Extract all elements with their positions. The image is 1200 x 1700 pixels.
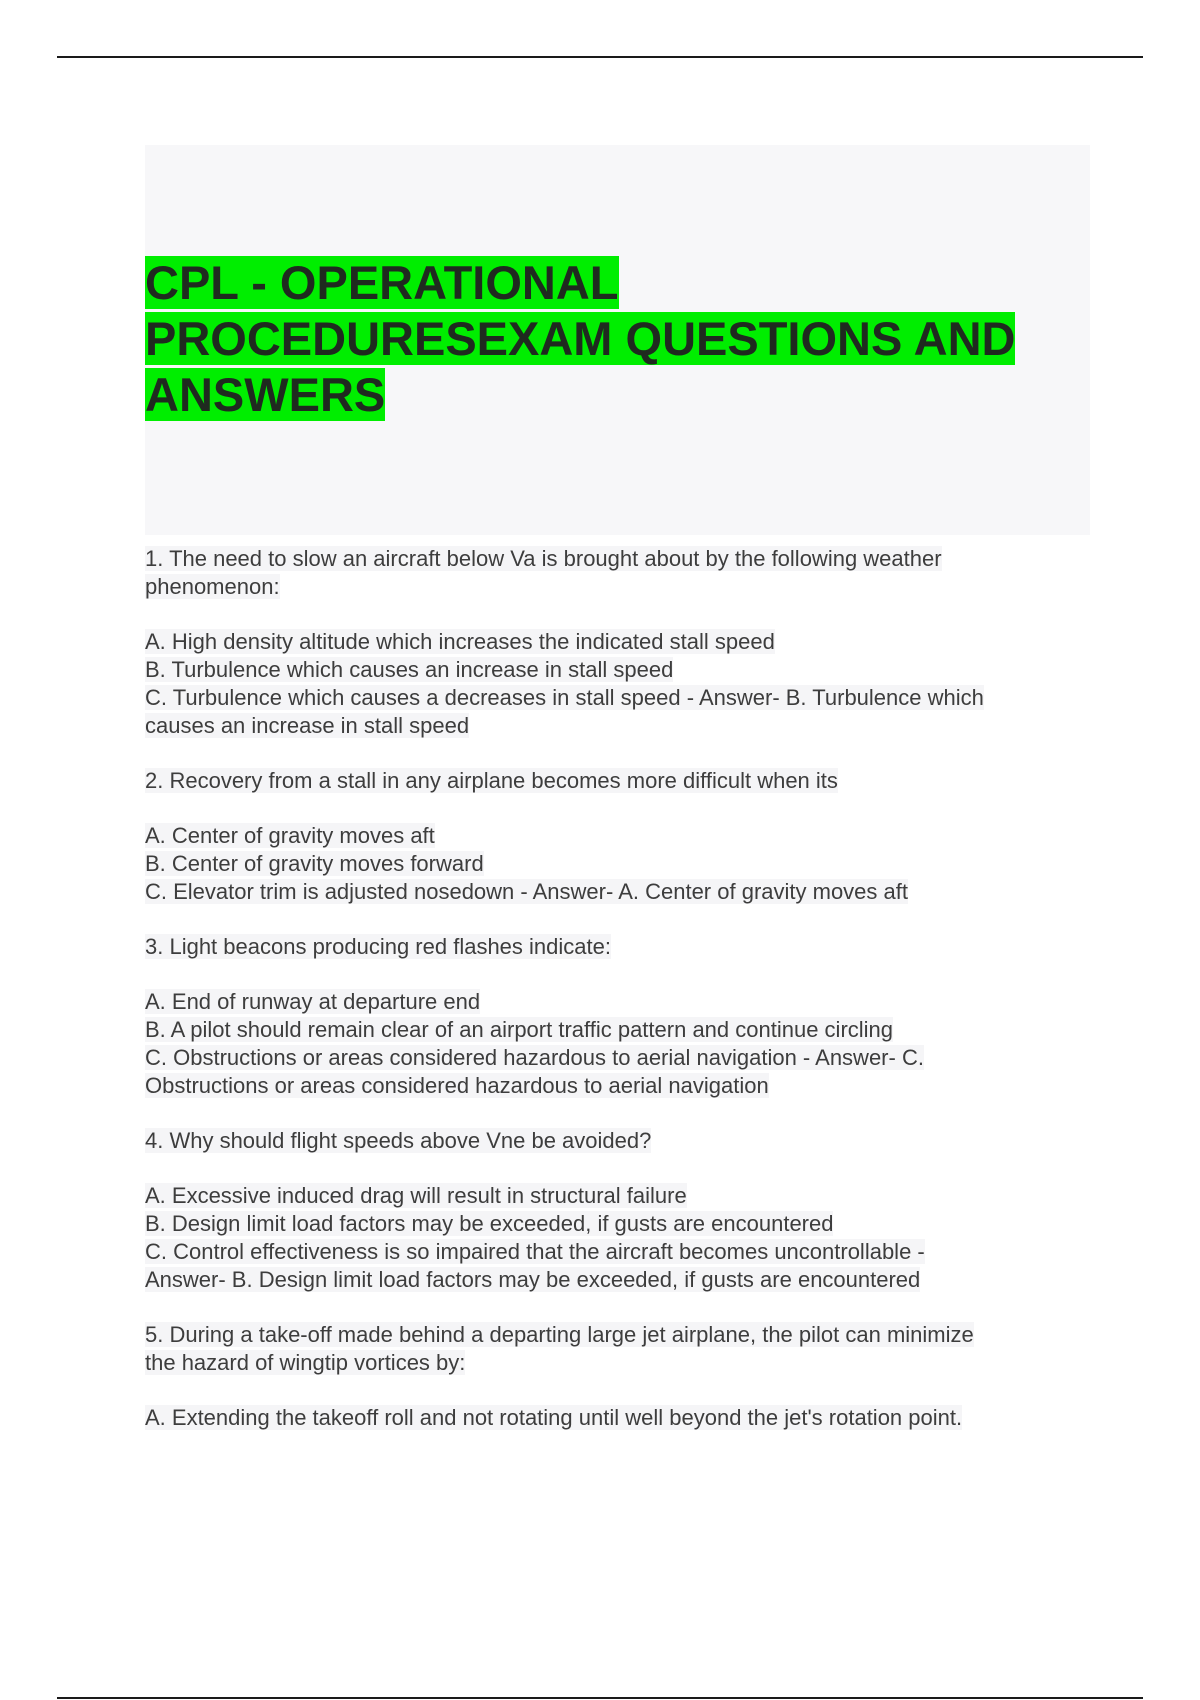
option-line: B. A pilot should remain clear of an airport traffic pattern and continue circling bbox=[145, 1017, 894, 1042]
question-text bbox=[145, 573, 1090, 601]
question-text bbox=[145, 1127, 1090, 1155]
question-text bbox=[145, 933, 1090, 961]
option-line: A. High density altitude which increases the indicated stall speed bbox=[145, 629, 775, 654]
answer-option bbox=[145, 878, 1090, 906]
answer-option bbox=[145, 684, 1090, 712]
question-line: 2. Recovery from a stall in any airplane becomes more difficult when its bbox=[145, 768, 838, 793]
title-line: CPL - OPERATIONAL bbox=[145, 256, 619, 309]
question-line: 1. The need to slow an aircraft below Va is brought about by the following weather bbox=[145, 546, 942, 571]
option-line: B. Center of gravity moves forward bbox=[145, 851, 484, 876]
option-line: A. Extending the takeoff roll and not rotating until well beyond the jet's rotation point. bbox=[145, 1405, 963, 1430]
question-item bbox=[145, 1321, 1090, 1432]
option-line: C. Control effectiveness is so impaired that the aircraft becomes uncontrollable - bbox=[145, 1239, 925, 1264]
question-item bbox=[145, 545, 1090, 740]
option-line: A. Center of gravity moves aft bbox=[145, 823, 435, 848]
option-line: A. Excessive induced drag will result in structural failure bbox=[145, 1183, 687, 1208]
question-line: 4. Why should flight speeds above Vne be avoided? bbox=[145, 1128, 652, 1153]
question-item bbox=[145, 1127, 1090, 1294]
option-line: Answer- B. Design limit load factors may be exceeded, if gusts are encountered bbox=[145, 1267, 921, 1292]
option-line: causes an increase in stall speed bbox=[145, 713, 470, 738]
question-line: 3. Light beacons producing red flashes indicate: bbox=[145, 934, 611, 959]
answer-option bbox=[145, 712, 1090, 740]
answer-option bbox=[145, 628, 1090, 656]
answer-option bbox=[145, 656, 1090, 684]
question-text bbox=[145, 1349, 1090, 1377]
answer-option bbox=[145, 1044, 1090, 1072]
answer-option bbox=[145, 1016, 1090, 1044]
answer-option bbox=[145, 1182, 1090, 1210]
top-divider bbox=[57, 56, 1143, 58]
option-line: C. Obstructions or areas considered hazardous to aerial navigation - Answer- C. bbox=[145, 1045, 924, 1070]
document-content bbox=[145, 145, 1090, 1459]
question-line: the hazard of wingtip vortices by: bbox=[145, 1350, 466, 1375]
question-text bbox=[145, 1321, 1090, 1349]
option-line: Obstructions or areas considered hazardous to aerial navigation bbox=[145, 1073, 769, 1098]
title-line: ANSWERS bbox=[145, 368, 386, 421]
question-list bbox=[145, 545, 1090, 1432]
answer-option bbox=[145, 822, 1090, 850]
answer-option bbox=[145, 988, 1090, 1016]
question-item bbox=[145, 933, 1090, 1100]
question-item bbox=[145, 767, 1090, 906]
option-line: B. Design limit load factors may be exceeded, if gusts are encountered bbox=[145, 1211, 834, 1236]
answer-option bbox=[145, 850, 1090, 878]
answer-option bbox=[145, 1238, 1090, 1266]
question-line: phenomenon: bbox=[145, 574, 280, 599]
document-title bbox=[145, 255, 1045, 423]
answer-option bbox=[145, 1266, 1090, 1294]
option-line: B. Turbulence which causes an increase in stall speed bbox=[145, 657, 674, 682]
question-text bbox=[145, 767, 1090, 795]
answer-option bbox=[145, 1404, 1090, 1432]
title-line: PROCEDURESEXAM QUESTIONS AND bbox=[145, 312, 1016, 365]
answer-option bbox=[145, 1210, 1090, 1238]
bottom-divider bbox=[57, 1697, 1143, 1699]
title-block bbox=[145, 145, 1090, 535]
answer-option bbox=[145, 1072, 1090, 1100]
question-text bbox=[145, 545, 1090, 573]
option-line: C. Elevator trim is adjusted nosedown - Answer- A. Center of gravity moves aft bbox=[145, 879, 908, 904]
question-line: 5. During a take-off made behind a departing large jet airplane, the pilot can minimize bbox=[145, 1322, 974, 1347]
option-line: C. Turbulence which causes a decreases in stall speed - Answer- B. Turbulence which bbox=[145, 685, 984, 710]
option-line: A. End of runway at departure end bbox=[145, 989, 481, 1014]
